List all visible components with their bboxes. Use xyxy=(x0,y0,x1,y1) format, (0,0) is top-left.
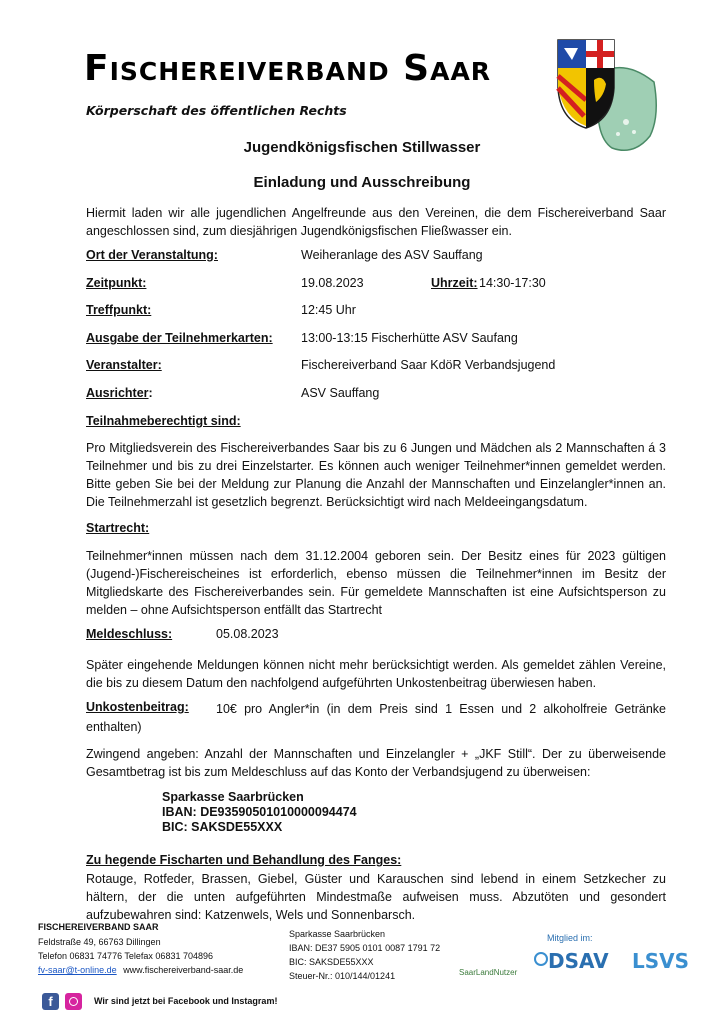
uhrzeit-value: 14:30-17:30 xyxy=(479,276,546,290)
meldeschluss-label: Meldeschluss: xyxy=(86,627,173,641)
footer-bank-iban: IBAN: DE37 5905 0101 0087 1791 72 xyxy=(289,943,441,953)
org-subtitle: Körperschaft des öffentlichen Rechts xyxy=(86,103,347,118)
startrecht-paragraph: Teilnehmer*innen müssen nach dem 31.12.2004 geboren sein. Der Besitz eines für 2023 gültigen (Jugend-)Fischereischeines ist erforderlich, ebenso müssen die Teilnehmer*innen im Besitz der Mitgliedskarte des Fischereiverbandes sein. Für gemeldete Mannschaften ist eine Aufsichtsperson zu melden – ohne Aufsichtsperson entfällt das Startrecht xyxy=(86,549,666,617)
ort-value: Weiheranlage des ASV Sauffang xyxy=(301,248,483,262)
footer-contact xyxy=(38,964,243,977)
footer-address: Feldstraße 49, 66763 Dillingen xyxy=(38,937,161,947)
unkosten-label: Unkostenbeitrag: xyxy=(86,700,189,714)
footer-bank-bic: BIC: SAKSDE55XXX xyxy=(289,957,374,967)
bank-iban: IBAN: DE93590501010000094474 xyxy=(162,805,357,819)
fischarten-paragraph: Rotauge, Rotfeder, Brassen, Giebel, Güster und Karauschen sind lebend in einem Setzkecher zu hältern, der die unten aufgeführten Mindestmaße aufweisen muss. Abzutöten und gesondert aufzubewahren sind: Katzenwels, Wels und Sonnenbarsch. xyxy=(86,872,666,922)
saarlandnutzer-logo: SaarLandNutzer xyxy=(459,968,518,977)
event-subtitle: Einladung und Ausschreibung xyxy=(253,174,471,191)
member-label: Mitglied im: xyxy=(547,933,593,943)
coat-of-arms-logo xyxy=(554,36,666,154)
teilnahme-heading: Teilnahmeberechtigt sind: xyxy=(86,414,241,428)
dsav-logo-mark-icon xyxy=(534,952,548,966)
ausrichter-label-wrap xyxy=(86,386,153,400)
uhrzeit-label: Uhrzeit: xyxy=(431,276,478,290)
footer-org: FISCHEREIVERBAND SAAR xyxy=(38,922,159,932)
treffpunkt-value: 12:45 Uhr xyxy=(301,303,356,317)
ausrichter-colon: : xyxy=(148,386,153,400)
meldeschluss-paragraph: Später eingehende Meldungen können nicht mehr berücksichtigt werden. Als gemeldet zählen Vereine, die bis zu diesem Datum den nachfolgend aufgeführten Unkostenbeitrag überwiesen haben. xyxy=(86,658,666,690)
veranstalter-label: Veranstalter: xyxy=(86,358,162,372)
footer-email-link[interactable]: fv-saar@t-online.de xyxy=(38,965,117,975)
footer-steuer: Steuer-Nr.: 010/144/01241 xyxy=(289,971,396,981)
event-title: Jugendkönigsfischen Stillwasser xyxy=(243,139,481,156)
zeitpunkt-value: 19.08.2023 xyxy=(301,276,364,290)
social-row xyxy=(42,993,277,1010)
startrecht-heading: Startrecht: xyxy=(86,521,150,535)
bank-name: Sparkasse Saarbrücken xyxy=(162,790,304,804)
footer-phone: Telefon 06831 74776 Telefax 06831 704896 xyxy=(38,951,213,961)
social-text: Wir sind jetzt bei Facebook und Instagram! xyxy=(94,996,278,1006)
lsvs-logo: LSVS xyxy=(632,949,690,973)
ort-label: Ort der Veranstaltung: xyxy=(86,248,218,262)
unkosten-value: 10€ pro Angler*in (in dem Preis sind 1 Essen und 2 alkoholfreie Getränke enthalten) xyxy=(86,702,666,734)
ausrichter-value: ASV Sauffang xyxy=(301,386,380,400)
dsav-logo: DSAV xyxy=(548,949,609,973)
ausgabe-value: 13:00-13:15 Fischerhütte ASV Saufang xyxy=(301,331,518,345)
teilnahme-paragraph: Pro Mitgliedsverein des Fischereiverbandes Saar bis zu 6 Jungen und Mädchen als 2 Mannschaften á 3 Teilnehmer und bis zu drei Einzelstarter. Es können auch weniger Teilnehmer*innen gemeldet werden. Bitte geben Sie bei der Meldung zur Planung die Anzahl der Mannschaften und Einzelangler*innen an. Die Teilnehmerzahl ist gesetzlich begrenzt. Berücksichtigt wird nach Meldeeingangsdatum. xyxy=(86,441,666,509)
ausrichter-label: Ausrichter xyxy=(86,386,149,400)
org-name: Fischereiverband Saar xyxy=(84,48,492,89)
facebook-icon[interactable]: f xyxy=(42,993,59,1010)
meldeschluss-value: 05.08.2023 xyxy=(216,627,279,641)
veranstalter-value: Fischereiverband Saar KdöR Verbandsjugend xyxy=(301,358,556,372)
unkosten-paragraph: Zwingend angeben: Anzahl der Mannschaften und Einzelangler + „JKF Still“. Der zu überweisende Gesamtbetrag ist bis zum Meldeschluss auf das Konto der Verbandsjugend zu überweisen: xyxy=(86,747,666,779)
instagram-icon[interactable] xyxy=(65,993,82,1010)
treffpunkt-label: Treffpunkt: xyxy=(86,303,152,317)
intro-paragraph: Hiermit laden wir alle jugendlichen Angelfreunde aus den Vereinen, die dem Fischereiverband Saar angeschlossen sind, zum diesjährigen Jugendkönigsfischen Fließwasser ein. xyxy=(86,206,666,238)
fischarten-heading: Zu hegende Fischarten und Behandlung des Fanges: xyxy=(86,853,402,867)
bank-bic: BIC: SAKSDE55XXX xyxy=(162,820,283,834)
zeitpunkt-label: Zeitpunkt: xyxy=(86,276,147,290)
ausgabe-label: Ausgabe der Teilnehmerkarten: xyxy=(86,331,273,345)
footer-bank-name: Sparkasse Saarbrücken xyxy=(289,929,386,939)
footer-website[interactable]: www.fischereiverband-saar.de xyxy=(123,965,244,975)
